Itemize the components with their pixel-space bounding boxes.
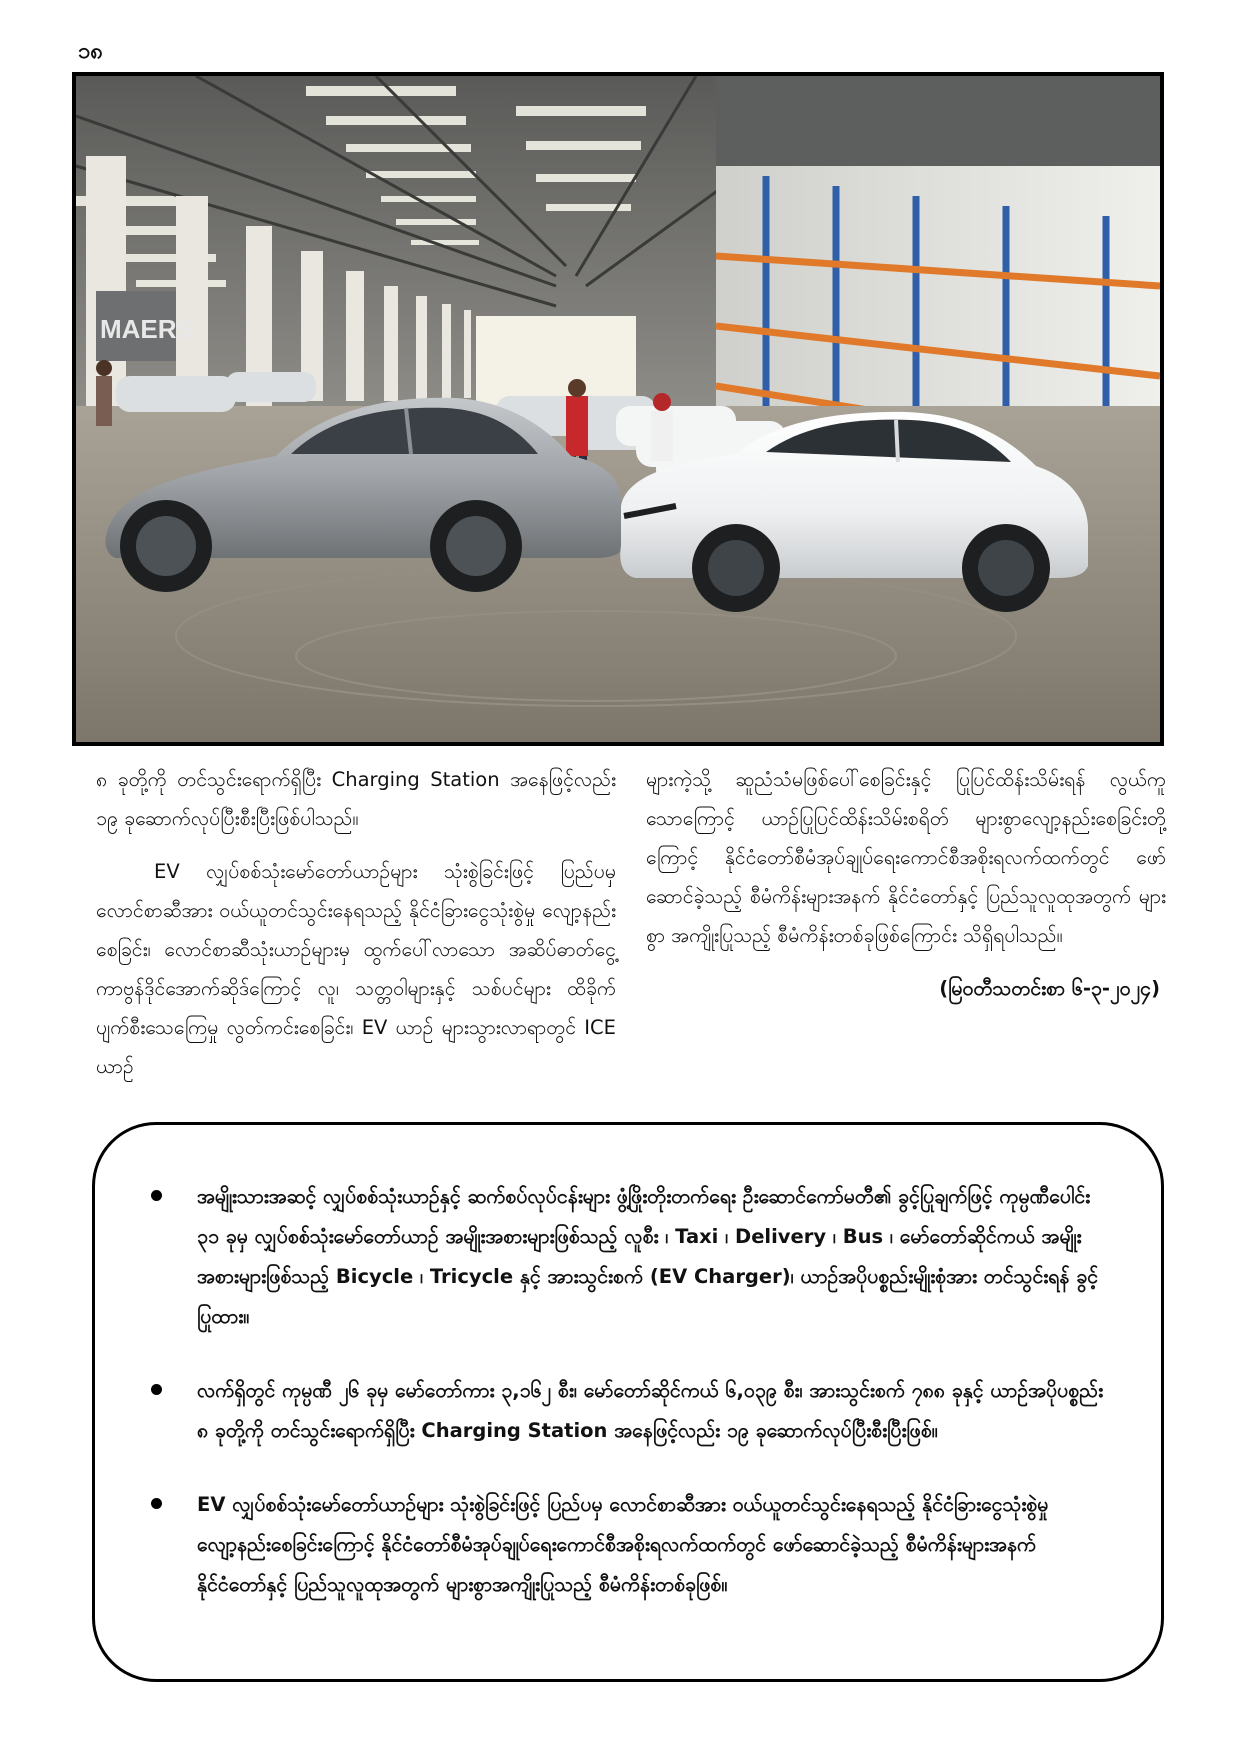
article-photo — [72, 72, 1164, 746]
page-number: ၁၈ — [78, 39, 103, 64]
summary-item-text: EV လျှပ်စစ်သုံးမော်တော်ယာဉ်များ သုံးစွဲခြင်းဖြင့် ပြည်ပမှ လောင်စာဆီအား ဝယ်ယူတင်သွင်းနေရသည့် နိုင်ငံခြားငွေသုံးစွဲမှု လျော့နည်းစေခြင်းကြောင့် နိုင်ငံတော်စီမံအုပ်ချုပ်ရေးကောင်စီအစိုးရလက်ထက်တွင် ဖော်ဆောင်ခဲ့သည့် စီမံကိန်းများအနက် နိုင်ငံတော်နှင့် ပြည်သူလူထုအတွက် များစွာအကျိုးပြုသည့် စီမံကိန်းတစ်ခုဖြစ်။ — [197, 1493, 1049, 1596]
photo-ev-cars-warehouse-icon — [76, 76, 1160, 742]
article-source: (မြဝတီသတင်းစာ ၆-၃-၂၀၂၄) — [939, 977, 1160, 1000]
summary-item-text: အမျိုးသားအဆင့် လျှပ်စစ်သုံးယာဉ်နှင့် ဆက်စပ်လုပ်ငန်းများ ဖွံ့ဖြိုးတိုးတက်ရေး ဦးဆောင်ကော်မတီ၏ ခွင့်ပြုချက်ဖြင့် ကုမ္ပဏီပေါင်း ၃၁ ခုမှ လျှပ်စစ်သုံးမော်တော်ယာဉ် အမျိုးအစားများဖြစ်သည့် လူစီး ၊ Taxi ၊ Delivery ၊ Bus ၊ မော်တော်ဆိုင်ကယ် အမျိုးအစားများဖြစ်သည့် Bicycle ၊ Tricycle နှင့် အားသွင်းစက် (EV Charger)၊ ယာဉ်အပိုပစ္စည်းမျိုးစုံအား တင်သွင်းရန် ခွင့်ပြုထား။ — [197, 1185, 1099, 1328]
bullet-icon — [151, 1384, 162, 1395]
summary-item — [145, 1177, 1111, 1337]
article-right-column — [646, 760, 1166, 1008]
article-paragraph: ၈ ခုတို့ကို တင်သွင်းရောက်ရှိပြီး Charging Station အနေဖြင့်လည်း ၁၉ ခုဆောက်လုပ်ပြီးစီးပြီးဖြစ်ပါသည်။ — [96, 768, 616, 830]
maers-sign: MAERS — [100, 314, 194, 344]
summary-box — [92, 1122, 1164, 1682]
article-paragraph: များကဲ့သို့ ဆူညံသံမဖြစ်ပေါ်စေခြင်းနှင့် ပြုပြင်ထိန်းသိမ်းရန် လွယ်ကူသောကြောင့် ယာဉ်ပြုပြင်ထိန်းသိမ်းစရိတ် များစွာလျော့နည်းစေခြင်းတို့ကြောင့် နိုင်ငံတော်စီမံအုပ်ချုပ်ရေးကောင်စီအစိုးရလက်ထက်တွင် ဖော်ဆောင်ခဲ့သည့် စီမံကိန်းများအနက် နိုင်ငံတော်နှင့် ပြည်သူလူထုအတွက် များစွာ အကျိုးပြုသည့် စီမံကိန်းတစ်ခုဖြစ်ကြောင်း သိရှိရပါသည်။ — [646, 768, 1166, 947]
article-paragraph: EV လျှပ်စစ်သုံးမော်တော်ယာဉ်များ သုံးစွဲခြင်းဖြင့် ပြည်ပမှ လောင်စာဆီအား ဝယ်ယူတင်သွင်းနေရသည့် နိုင်ငံခြားငွေသုံးစွဲမှု လျော့နည်းစေခြင်း၊ လောင်စာဆီသုံးယာဉ်များမှ ထွက်ပေါ်လာသော အဆိပ်ဓာတ်ငွေ့ ကာဗွန်ဒိုင်အောက်ဆိုဒ်ကြောင့် လူ၊ သတ္တဝါများနှင့် သစ်ပင်များ ထိခိုက်ပျက်စီးသေကြေမှု လွတ်ကင်းစေခြင်း၊ EV ယာဉ် များသွားလာရာတွင် ICE ယာဉ် — [96, 860, 616, 1078]
bullet-icon — [151, 1190, 162, 1201]
article-left-column — [96, 760, 616, 1100]
summary-item — [145, 1485, 1111, 1605]
bullet-icon — [151, 1498, 162, 1509]
summary-item — [145, 1371, 1111, 1451]
summary-item-text: လက်ရှိတွင် ကုမ္ပဏီ ၂၆ ခုမှ မော်တော်ကား ၃,၁၆၂ စီး၊ မော်တော်ဆိုင်ကယ် ၆,၀၃၉ စီး၊ အားသွင်းစက် ၇၈၈ ခုနှင့် ယာဉ်အပိုပစ္စည်း ၈ ခုတို့ကို တင်သွင်းရောက်ရှိပြီး Charging Station အနေဖြင့်လည်း ၁၉ ခုဆောက်လုပ်ပြီးစီးပြီးဖြစ်။ — [197, 1379, 1104, 1442]
summary-list — [145, 1177, 1111, 1605]
article-body — [96, 760, 1166, 1100]
